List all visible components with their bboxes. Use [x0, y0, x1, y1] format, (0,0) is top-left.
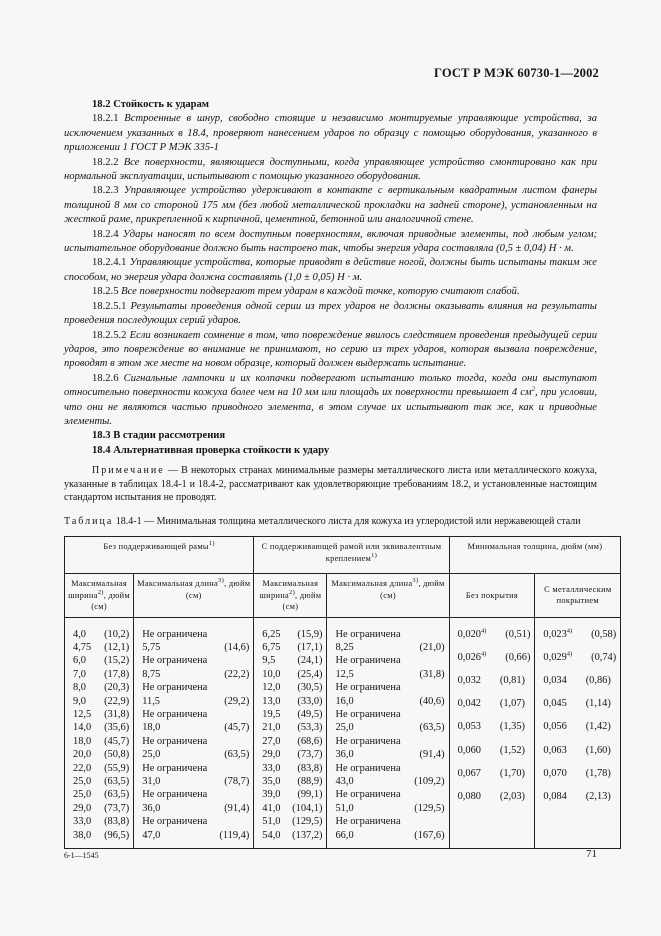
- subheader-max-length-2: Максимальная длина$^{3)}$, дюйм (см): [327, 574, 449, 618]
- table-cell-value: 51,0 (129,5): [335, 802, 445, 814]
- table-cell-value: 19,5 (49,5): [262, 708, 323, 720]
- col-max-length-with-frame: [327, 617, 449, 849]
- subheader-max-length-1: Максимальная длина$^{3)}$, дюйм (см): [134, 574, 254, 618]
- table-cell-value: 18,0 (45,7): [142, 722, 250, 734]
- thickness-value: 0,023$^{4)}$ (0,58): [543, 627, 617, 640]
- table-cell-value: 41,0 (104,1): [262, 802, 323, 814]
- clause-18-2-4-1: 18.2.4.1 Управляющие устройства, которые приводят в действие ногой, должны быть испытаны таким же способом, но энергия удара должна составлять (1,0 ± 0,05) Н · м.: [64, 257, 598, 283]
- thickness-value: 0,029$^{4)}$ (0,74): [543, 650, 617, 663]
- thickness-value: 0,042 (1,07): [457, 698, 525, 710]
- table-cell-value: 29,0 (73,7): [262, 749, 323, 761]
- document-body: [64, 98, 597, 528]
- table-cell-value: 12,5 (31,8): [335, 668, 445, 680]
- table-cell-value: 6,75 (17,1): [262, 641, 323, 653]
- section-heading-18-2: 18.2 Стойкость к ударам: [92, 99, 210, 110]
- clause-18-2-4: 18.2.4 Удары наносят по всем доступным поверхностям, включая приводные элементы, под любым углом; испытательное оборудование должно быть настроено так, чтобы энергия удара составляла (0,5 ± 0,04) Н · м.: [64, 228, 597, 255]
- table-cell-value: Не ограничена: [335, 682, 401, 694]
- table-cell-value: 12,5 (31,8): [73, 708, 130, 720]
- table-cell-value: 39,0 (99,1): [262, 789, 323, 801]
- table-cell-value: Не ограничена: [335, 762, 401, 774]
- table-cell-value: Не ограничена: [142, 789, 208, 801]
- section-heading-18-4: 18.4 Альтернативная проверка стойкости к удару: [92, 444, 330, 456]
- table-cell-value: 31,0 (78,7): [142, 775, 250, 787]
- table-cell-value: 6,0 (15,2): [73, 655, 130, 667]
- table-cell-value: 4,75 (12,1): [73, 641, 130, 653]
- table-cell-value: 54,0 (137,2): [262, 829, 323, 841]
- thickness-value: 0,060 (1,52): [457, 744, 525, 756]
- thickness-value: 0,053 (1,35): [457, 721, 525, 733]
- thickness-value: 0,084 (2,13): [543, 790, 611, 802]
- thickness-table: [64, 536, 621, 849]
- header-no-frame: Без поддерживающей рамы$^{1)}$: [65, 537, 254, 574]
- thickness-value: 0,080 (2,03): [457, 790, 525, 802]
- thickness-value: 0,045 (1,14): [543, 698, 611, 710]
- table-cell-value: Не ограничена: [335, 816, 401, 828]
- table-cell-value: Не ограничена: [335, 628, 401, 640]
- subheader-max-width-2: Максимальная ширина$^{2)}$, дюйм (см): [254, 574, 327, 618]
- col-thickness-coated: [535, 617, 621, 849]
- header-with-frame: С поддерживающей рамой или эквивалентным креплением$^{1)}$: [254, 537, 449, 574]
- table-cell-value: 36,0 (91,4): [142, 802, 250, 814]
- table-cell-value: 25,0 (63,5): [73, 775, 130, 787]
- col-max-length-no-frame: [134, 617, 254, 849]
- page-number: 71: [586, 848, 597, 860]
- table-cell-value: Не ограничена: [142, 655, 208, 667]
- clause-18-2-2: 18.2.2 Все поверхности, являющиеся доступными, когда управляющее устройство смонтировано как при нормальной эксплуатации, испытывают с помощью указанного оборудования.: [64, 156, 597, 183]
- table-cell-value: 66,0 (167,6): [335, 829, 445, 841]
- table-cell-value: 51,0 (129,5): [262, 816, 323, 828]
- table-cell-value: 4,0 (10,2): [73, 628, 130, 640]
- clause-18-2-5-2: 18.2.5.2 Если возникает сомнение в том, что повреждение явилось следствием проведения предыдущей серии ударов, это повреждение во внимание не принимают, но серию из трех ударов, которая вызвала повреждение, проводят в этом же месте на новом образце, который должен выдержать испытание.: [64, 329, 597, 370]
- table-cell-value: 20,0 (50,8): [73, 749, 130, 761]
- note-paragraph: Примечание — В некоторых странах минимальные размеры металлического листа или металлического кожуха, указанные в таблицах 18.4-1 и 18.4-2, рассматривают как удовлетворяющие требованиям 18.2, и установленные настоящим стандартом испытания не проводят.: [64, 465, 597, 504]
- table-cell-value: 18,0 (45,7): [73, 735, 130, 747]
- table-cell-value: 8,25 (21,0): [335, 641, 445, 653]
- table-cell-value: 25,0 (63,5): [73, 789, 130, 801]
- thickness-value: 0,067 (1,70): [457, 767, 525, 779]
- thickness-value: 0,063 (1,60): [543, 744, 611, 756]
- table-cell-value: 14,0 (35,6): [73, 722, 130, 734]
- table-cell-value: 9,0 (22,9): [73, 695, 130, 707]
- table-cell-value: Не ограничена: [335, 655, 401, 667]
- table-cell-value: 43,0 (109,2): [335, 775, 445, 787]
- thickness-value: 0,056 (1,42): [543, 721, 611, 733]
- table-cell-value: Не ограничена: [142, 628, 208, 640]
- clause-18-2-5-1: 18.2.5.1 Результаты проведения одной серии из трех ударов не должны оказывать влияния на результаты проведения последующих серий ударов.: [64, 300, 597, 327]
- table-cell-value: 35,0 (88,9): [262, 775, 323, 787]
- table-body-row: [65, 617, 621, 849]
- col-max-width-no-frame: [65, 617, 134, 849]
- table-cell-value: 7,0 (17,8): [73, 668, 130, 680]
- table-cell-value: 9,5 (24,1): [262, 655, 323, 667]
- print-code: 6-1—1545: [64, 851, 99, 860]
- table-caption: Таблица 18.4-1 — Минимальная толщина металлического листа для кожуха из углеродистой или нержавеющей стали: [64, 515, 581, 527]
- clause-18-2-1: 18.2.1 Встроенные в шнур, свободно стоящие и независимо монтируемые управляющие устройства, за исключением указанных в 18.4, проверяют нанесением ударов по образцу с помощью оборудования, указанного в приложении 1 ГОСТ Р МЭК 335-1: [64, 113, 597, 154]
- table-cell-value: Не ограничена: [142, 816, 208, 828]
- section-heading-18-3: 18.3 В стадии рассмотрения: [92, 430, 226, 442]
- table-cell-value: 25,0 (63,5): [335, 722, 445, 734]
- table-cell-value: 13,0 (33,0): [262, 695, 323, 707]
- table-cell-value: Не ограничена: [142, 735, 208, 747]
- header-min-thickness: Минимальная толщина, дюйм (мм): [449, 537, 621, 574]
- table-cell-value: 47,0 (119,4): [142, 829, 250, 841]
- table-sub-header-row: [65, 574, 621, 618]
- col-max-width-with-frame: [254, 617, 327, 849]
- standard-header: ГОСТ Р МЭК 60730-1—2002: [434, 66, 599, 80]
- thickness-value: 0,026$^{4)}$ (0,66): [457, 650, 531, 663]
- clause-18-2-3: 18.2.3 Управляющее устройство удерживают в контакте с вертикальным квадратным листом фанеры толщиной 8 мм со стороной 175 мм (без любой металлической прокладки на задней стороне), установленным на жесткой раме, прикрепленной к кирпичной, цементной, бетонной или аналогичной стене.: [64, 185, 597, 226]
- table-cell-value: Не ограничена: [335, 735, 401, 747]
- table-cell-value: Не ограничена: [335, 708, 401, 720]
- table-cell-value: 5,75 (14,6): [142, 641, 250, 653]
- table-cell-value: 8,0 (20,3): [73, 682, 130, 694]
- table-cell-value: 33,0 (83,8): [262, 762, 323, 774]
- thickness-value: 0,034 (0,86): [543, 674, 611, 686]
- table-cell-value: 33,0 (83,8): [73, 816, 130, 828]
- clause-18-2-5: 18.2.5 Все поверхности подвергают трем ударам в каждой точке, которую считают слабой.: [92, 286, 520, 298]
- subheader-coated: С металлическим покрытием: [535, 574, 621, 618]
- table-cell-value: Не ограничена: [142, 762, 208, 774]
- thickness-value: 0,070 (1,78): [543, 767, 611, 779]
- thickness-value: 0,032 (0,81): [457, 674, 525, 686]
- table-cell-value: 11,5 (29,2): [142, 695, 250, 707]
- thickness-value: 0,020$^{4)}$ (0,51): [457, 627, 531, 640]
- table-cell-value: 29,0 (73,7): [73, 802, 130, 814]
- table-cell-value: 21,0 (53,3): [262, 722, 323, 734]
- table-cell-value: 12,0 (30,5): [262, 682, 323, 694]
- table-cell-value: 25,0 (63,5): [142, 749, 250, 761]
- table-group-header-row: [65, 537, 621, 574]
- clause-18-2-6: 18.2.6 Сигнальные лампочки и их колпачки подвергают испытанию только тогда, когда они выступают относительно поверхности кожуха более чем на 10 мм или площадь их поверхности превышает 4 $см^2$, при условии, что они не являются частью приводного элемента, в этом случае их испытывают так же, как и приводные элементы.: [64, 372, 597, 427]
- table-cell-value: Не ограничена: [142, 708, 208, 720]
- table-cell-value: Не ограничена: [335, 789, 401, 801]
- table-cell-value: 8,75 (22,2): [142, 668, 250, 680]
- table-cell-value: Не ограничена: [142, 682, 208, 694]
- table-cell-value: 6,25 (15,9): [262, 628, 323, 640]
- table-cell-value: 36,0 (91,4): [335, 749, 445, 761]
- table-cell-value: 16,0 (40,6): [335, 695, 445, 707]
- table-cell-value: 22,0 (55,9): [73, 762, 130, 774]
- col-thickness-bare: [449, 617, 535, 849]
- subheader-max-width-1: Максимальная ширина$^{2)}$, дюйм (см): [65, 574, 134, 618]
- table-cell-value: 10,0 (25,4): [262, 668, 323, 680]
- table-cell-value: 27,0 (68,6): [262, 735, 323, 747]
- table-cell-value: 38,0 (96,5): [73, 829, 130, 841]
- subheader-bare: Без покрытия: [449, 574, 535, 618]
